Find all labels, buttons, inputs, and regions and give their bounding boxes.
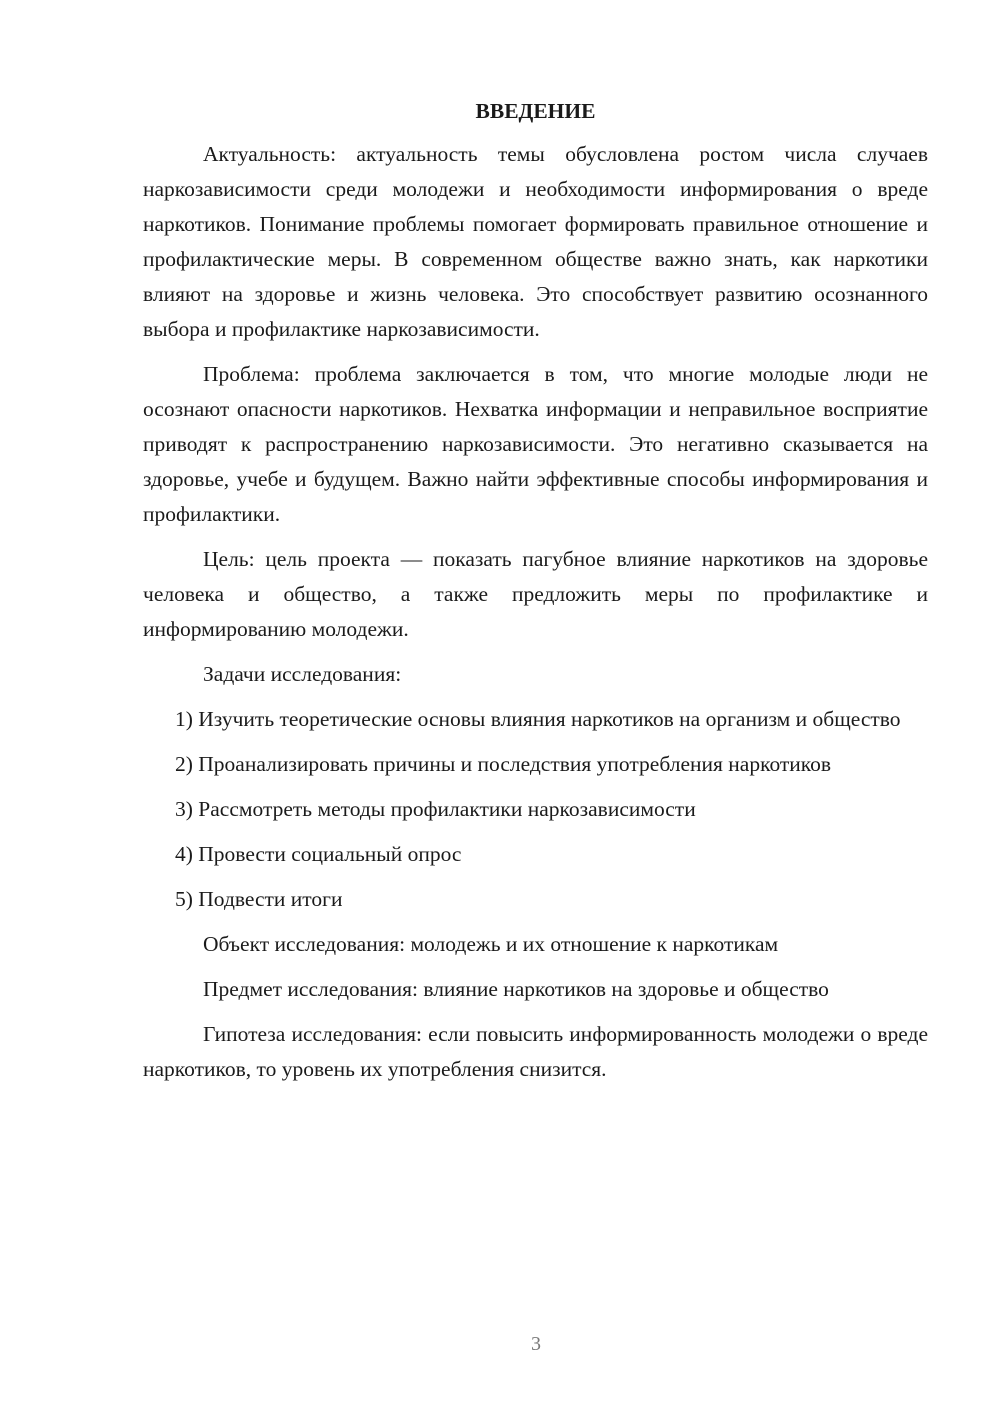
task-item: 3) Рассмотреть методы профилактики наркозависимости: [175, 797, 696, 821]
page-title: ВВЕДЕНИЕ: [475, 99, 596, 123]
relevance-paragraph: Актуальность: актуальность темы обусловлена ростом числа случаев наркозависимости среди молодежи и необходимости информирования о вреде наркотиков. Понимание проблемы помогает формировать правильное отношение и профилактические меры. В современном обществе важно знать, как наркотики влияют на здоровье и жизнь человека. Это способствует развитию осознанного выбора и профилактике наркозависимости.: [143, 142, 928, 341]
goal-paragraph: Цель: цель проекта — показать пагубное влияние наркотиков на здоровье человека и общество, а также предложить меры по профилактике и информированию молодежи.: [143, 547, 928, 641]
object-paragraph: Объект исследования: молодежь и их отношение к наркотикам: [203, 932, 779, 956]
hypothesis-paragraph: Гипотеза исследования: если повысить информированность молодежи о вреде наркотиков, то уровень их употребления снизится.: [143, 1022, 928, 1081]
document-body: [143, 94, 928, 1097]
task-item: 2) Проанализировать причины и последствия употребления наркотиков: [175, 752, 832, 776]
problem-paragraph: Проблема: проблема заключается в том, что многие молодые люди не осознают опасности наркотиков. Нехватка информации и неправильное восприятие приводят к распространению наркозависимости. Это негативно сказывается на здоровье, учебе и будущем. Важно найти эффективные способы информирования и профилактики.: [143, 362, 928, 526]
tasks-heading: Задачи исследования:: [203, 662, 402, 686]
task-item: 1) Изучить теоретические основы влияния наркотиков на организм и общество: [175, 707, 901, 731]
subject-paragraph: Предмет исследования: влияние наркотиков на здоровье и общество: [203, 977, 829, 1001]
task-item: 5) Подвести итоги: [175, 887, 343, 911]
task-item: 4) Провести социальный опрос: [175, 842, 462, 866]
page-number: 3: [531, 1333, 541, 1355]
